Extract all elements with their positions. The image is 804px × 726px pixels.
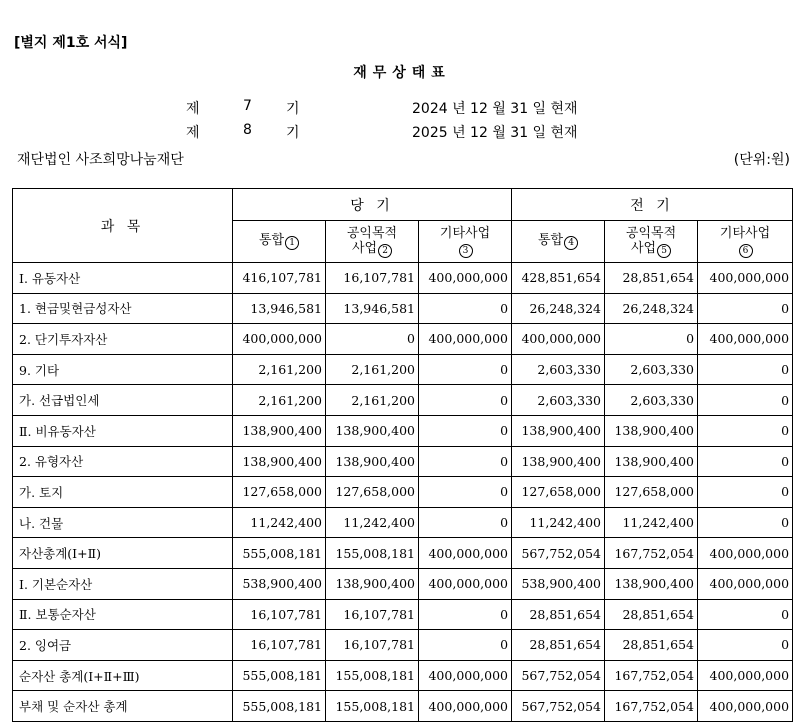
amount-cell: 0	[419, 630, 512, 661]
amount-cell: 155,008,181	[326, 538, 419, 569]
amount-cell: 138,900,400	[512, 415, 605, 446]
amount-cell: 138,900,400	[326, 568, 419, 599]
amount-cell: 13,946,581	[326, 293, 419, 324]
amount-cell: 167,752,054	[605, 538, 698, 569]
table-row	[13, 599, 793, 630]
amount-cell: 16,107,781	[233, 599, 326, 630]
period-row-next	[0, 122, 804, 142]
amount-cell: 138,900,400	[233, 415, 326, 446]
amount-cell: 400,000,000	[698, 324, 793, 355]
account-label: 나. 건물	[13, 507, 233, 538]
amount-cell: 28,851,654	[512, 599, 605, 630]
column-header	[605, 221, 698, 263]
table-row	[13, 507, 793, 538]
amount-cell: 538,900,400	[233, 568, 326, 599]
table-row	[13, 568, 793, 599]
amount-cell: 28,851,654	[512, 630, 605, 661]
column-header-line1: 공익목적	[625, 225, 677, 241]
table-row	[13, 660, 793, 691]
table-row	[13, 354, 793, 385]
amount-cell: 26,248,324	[512, 293, 605, 324]
table-row	[13, 446, 793, 477]
amount-cell: 127,658,000	[512, 477, 605, 508]
column-header	[512, 221, 605, 263]
period-ordinal-prefix: 제	[186, 125, 200, 141]
amount-cell: 13,946,581	[233, 293, 326, 324]
amount-cell: 0	[698, 446, 793, 477]
amount-cell: 567,752,054	[512, 691, 605, 722]
amount-cell: 26,248,324	[605, 293, 698, 324]
amount-cell: 400,000,000	[698, 660, 793, 691]
amount-cell: 2,161,200	[233, 354, 326, 385]
amount-cell: 400,000,000	[419, 538, 512, 569]
amount-cell: 11,242,400	[233, 507, 326, 538]
amount-cell: 555,008,181	[233, 538, 326, 569]
column-header-line1: 통합	[537, 233, 564, 248]
amount-cell: 0	[698, 507, 793, 538]
amount-cell: 0	[698, 477, 793, 508]
amount-cell: 0	[419, 507, 512, 538]
amount-cell: 138,900,400	[605, 568, 698, 599]
amount-cell: 28,851,654	[605, 263, 698, 294]
amount-cell: 16,107,781	[326, 263, 419, 294]
column-number-mark: 1	[285, 236, 299, 250]
column-number-mark: 5	[657, 244, 671, 258]
amount-cell: 400,000,000	[698, 538, 793, 569]
account-label: 1. 현금및현금성자산	[13, 293, 233, 324]
amount-cell: 0	[698, 293, 793, 324]
amount-cell: 400,000,000	[233, 324, 326, 355]
organization-name: 재단법인 사조희망나눔재단	[17, 152, 184, 168]
table-row	[13, 538, 793, 569]
account-label: Ⅱ. 비유동자산	[13, 415, 233, 446]
amount-cell: 0	[698, 385, 793, 416]
table-row	[13, 477, 793, 508]
account-label: 부채 및 순자산 총계	[13, 691, 233, 722]
account-label: 2. 잉여금	[13, 630, 233, 661]
amount-cell: 2,161,200	[326, 354, 419, 385]
amount-cell: 0	[698, 630, 793, 661]
amount-cell: 155,008,181	[326, 691, 419, 722]
table-row	[13, 415, 793, 446]
amount-cell: 2,603,330	[512, 385, 605, 416]
amount-cell: 567,752,054	[512, 538, 605, 569]
column-header-line1: 통합	[258, 233, 285, 248]
period-date: 2024 년 12 월 31 일 현재	[412, 101, 578, 117]
amount-cell: 28,851,654	[605, 599, 698, 630]
amount-cell: 400,000,000	[419, 660, 512, 691]
amount-cell: 400,000,000	[698, 263, 793, 294]
amount-cell: 11,242,400	[605, 507, 698, 538]
amount-cell: 167,752,054	[605, 660, 698, 691]
amount-cell: 138,900,400	[605, 415, 698, 446]
column-number-mark: 4	[564, 236, 578, 250]
amount-cell: 0	[326, 324, 419, 355]
amount-cell: 0	[419, 385, 512, 416]
column-header	[419, 221, 512, 263]
account-label: 9. 기타	[13, 354, 233, 385]
balance-sheet-table	[12, 188, 793, 722]
column-header-line2: 사업	[351, 240, 378, 256]
amount-cell: 28,851,654	[605, 630, 698, 661]
previous-period-header: 전 기	[512, 189, 793, 221]
amount-cell: 555,008,181	[233, 691, 326, 722]
amount-cell: 2,161,200	[326, 385, 419, 416]
amount-cell: 567,752,054	[512, 660, 605, 691]
amount-cell: 555,008,181	[233, 660, 326, 691]
column-header-line2: 사업	[630, 240, 657, 256]
amount-cell: 138,900,400	[233, 446, 326, 477]
account-label: 순자산 총계(Ⅰ+Ⅱ+Ⅲ)	[13, 660, 233, 691]
amount-cell: 11,242,400	[326, 507, 419, 538]
amount-cell: 11,242,400	[512, 507, 605, 538]
amount-cell: 400,000,000	[419, 324, 512, 355]
amount-cell: 138,900,400	[326, 415, 419, 446]
period-ordinal-suffix: 기	[286, 125, 300, 141]
amount-cell: 400,000,000	[698, 691, 793, 722]
amount-cell: 0	[419, 415, 512, 446]
document-title: 재무상태표	[353, 65, 451, 81]
account-label: Ⅰ. 유동자산	[13, 263, 233, 294]
currency-unit: (단위:원)	[733, 152, 790, 168]
table-row	[13, 630, 793, 661]
amount-cell: 416,107,781	[233, 263, 326, 294]
period-row-current	[0, 98, 804, 118]
account-label: Ⅰ. 기본순자산	[13, 568, 233, 599]
amount-cell: 0	[698, 599, 793, 630]
amount-cell: 2,161,200	[233, 385, 326, 416]
amount-cell: 538,900,400	[512, 568, 605, 599]
form-label: [별지 제1호 서식]	[14, 35, 128, 51]
table-row	[13, 293, 793, 324]
amount-cell: 428,851,654	[512, 263, 605, 294]
period-ordinal: 7	[243, 98, 252, 114]
table-row	[13, 691, 793, 722]
amount-cell: 0	[605, 324, 698, 355]
amount-cell: 16,107,781	[233, 630, 326, 661]
account-label: 가. 토지	[13, 477, 233, 508]
account-label: 2. 단기투자자산	[13, 324, 233, 355]
current-period-header: 당 기	[233, 189, 512, 221]
column-number-mark: 2	[378, 244, 392, 258]
amount-cell: 0	[419, 599, 512, 630]
column-header	[233, 221, 326, 263]
period-ordinal-suffix: 기	[286, 101, 300, 117]
amount-cell: 0	[419, 293, 512, 324]
amount-cell: 2,603,330	[605, 354, 698, 385]
amount-cell: 400,000,000	[419, 568, 512, 599]
column-number-mark: 6	[739, 244, 753, 258]
table-row	[13, 385, 793, 416]
column-header	[698, 221, 793, 263]
column-number-mark: 3	[459, 244, 473, 258]
amount-cell: 2,603,330	[512, 354, 605, 385]
table-row	[13, 324, 793, 355]
table-row	[13, 263, 793, 294]
amount-cell: 0	[698, 415, 793, 446]
amount-cell: 400,000,000	[512, 324, 605, 355]
account-label: 자산총계(Ⅰ+Ⅱ)	[13, 538, 233, 569]
amount-cell: 138,900,400	[605, 446, 698, 477]
amount-cell: 127,658,000	[233, 477, 326, 508]
amount-cell: 400,000,000	[698, 568, 793, 599]
subject-header: 과 목	[13, 189, 233, 263]
amount-cell: 0	[698, 354, 793, 385]
column-header-line1: 공익목적	[346, 225, 398, 241]
amount-cell: 127,658,000	[326, 477, 419, 508]
amount-cell: 0	[419, 354, 512, 385]
column-header-line1: 기타사업	[439, 225, 491, 241]
period-date: 2025 년 12 월 31 일 현재	[412, 125, 578, 141]
amount-cell: 400,000,000	[419, 263, 512, 294]
amount-cell: 2,603,330	[605, 385, 698, 416]
column-header	[326, 221, 419, 263]
amount-cell: 400,000,000	[419, 691, 512, 722]
account-label: 가. 선급법인세	[13, 385, 233, 416]
amount-cell: 167,752,054	[605, 691, 698, 722]
amount-cell: 16,107,781	[326, 630, 419, 661]
amount-cell: 16,107,781	[326, 599, 419, 630]
amount-cell: 138,900,400	[512, 446, 605, 477]
account-label: 2. 유형자산	[13, 446, 233, 477]
period-ordinal-prefix: 제	[186, 101, 200, 117]
period-ordinal: 8	[243, 122, 252, 138]
amount-cell: 138,900,400	[326, 446, 419, 477]
amount-cell: 127,658,000	[605, 477, 698, 508]
account-label: Ⅱ. 보통순자산	[13, 599, 233, 630]
amount-cell: 0	[419, 446, 512, 477]
amount-cell: 0	[419, 477, 512, 508]
column-header-line1: 기타사업	[719, 225, 771, 241]
amount-cell: 155,008,181	[326, 660, 419, 691]
